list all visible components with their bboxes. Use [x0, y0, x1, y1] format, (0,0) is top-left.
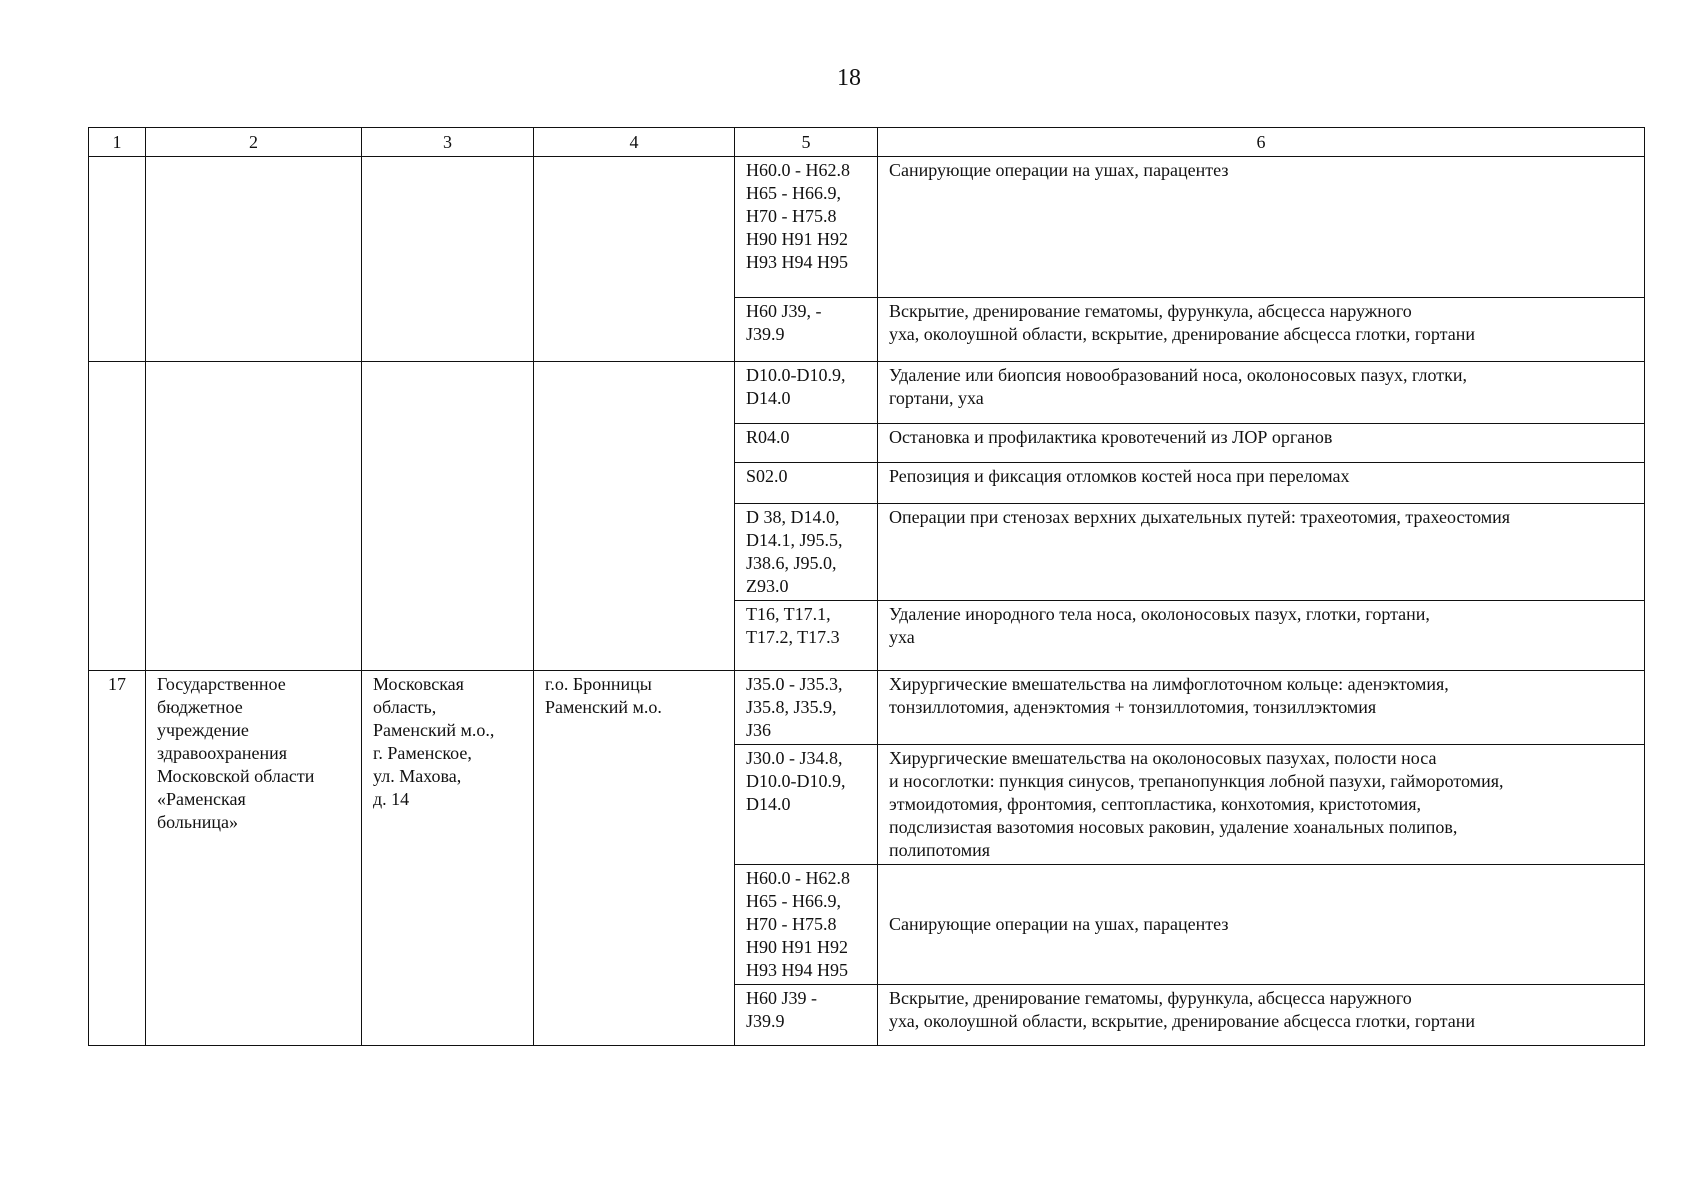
table-row — [89, 157, 1645, 298]
icd-codes-cell: S02.0 — [735, 463, 878, 504]
procedure-cell: Вскрытие, дренирование гематомы, фурункула, абсцесса наружного уха, околоушной области, вскрытие, дренирование абсцесса глотки, гортани — [878, 298, 1645, 362]
page-number: 18 — [837, 65, 861, 91]
empty-cell — [146, 362, 362, 671]
empty-cell — [362, 157, 534, 362]
organization-address: Московская область, Раменский м.о., г. Раменское, ул. Махова, д. 14 — [362, 671, 534, 1046]
procedure-cell: Операции при стенозах верхних дыхательных путей: трахеотомия, трахеостомия — [878, 504, 1645, 601]
header-col-1: 1 — [89, 128, 146, 157]
icd-codes-cell: J30.0 - J34.8, D10.0-D10.9, D14.0 — [735, 745, 878, 865]
procedure-cell: Хирургические вмешательства на лимфоглоточном кольце: аденэктомия, тонзиллотомия, аденэктомия + тонзиллотомия, тонзиллэктомия — [878, 671, 1645, 745]
procedure-cell: Репозиция и фиксация отломков костей носа при переломах — [878, 463, 1645, 504]
empty-cell — [146, 157, 362, 362]
procedure-cell: Санирующие операции на ушах, парацентез — [878, 157, 1645, 298]
procedure-cell: Вскрытие, дренирование гематомы, фурункула, абсцесса наружного уха, околоушной области, вскрытие, дренирование абсцесса глотки, гортани — [878, 985, 1645, 1046]
icd-codes-cell: D10.0-D10.9, D14.0 — [735, 362, 878, 424]
icd-codes-cell: H60.0 - H62.8 H65 - H66.9, H70 - H75.8 H90 H91 H92 H93 H94 H95 — [735, 865, 878, 985]
header-col-4: 4 — [534, 128, 735, 157]
header-col-2: 2 — [146, 128, 362, 157]
header-row — [89, 128, 1645, 157]
organization-name: Государственное бюджетное учреждение здравоохранения Московской области «Раменская больница» — [146, 671, 362, 1046]
header-col-3: 3 — [362, 128, 534, 157]
procedure-cell: Удаление или биопсия новообразований носа, околоносовых пазух, глотки, гортани, уха — [878, 362, 1645, 424]
icd-codes-cell: D 38, D14.0, D14.1, J95.5, J38.6, J95.0, Z93.0 — [735, 504, 878, 601]
icd-codes-cell: J35.0 - J35.3, J35.8, J35.9, J36 — [735, 671, 878, 745]
icd-codes-cell: R04.0 — [735, 424, 878, 463]
empty-cell — [534, 362, 735, 671]
icd-codes-cell: H60 J39 - J39.9 — [735, 985, 878, 1046]
empty-cell — [89, 157, 146, 362]
empty-cell — [534, 157, 735, 362]
empty-cell — [89, 362, 146, 671]
header-col-6: 6 — [878, 128, 1645, 157]
procedure-cell: Санирующие операции на ушах, парацентез — [878, 865, 1645, 985]
row-number: 17 — [89, 671, 146, 1046]
icd-codes-cell: T16, T17.1, T17.2, T17.3 — [735, 601, 878, 671]
procedure-cell: Хирургические вмешательства на околоносовых пазухах, полости носа и носоглотки: пункция синусов, трепанопункция лобной пазухи, гайморотомия, этмоидотомия, фронтомия, септопластика, конхотомия, кристотомия, подслизистая вазотомия носовых раковин, удаление хоанальных полипов, полипотомия — [878, 745, 1645, 865]
table-row — [89, 671, 1645, 745]
procedure-cell: Остановка и профилактика кровотечений из ЛОР органов — [878, 424, 1645, 463]
procedure-cell: Удаление инородного тела носа, околоносовых пазух, глотки, гортани, уха — [878, 601, 1645, 671]
header-col-5: 5 — [735, 128, 878, 157]
icd-codes-cell: H60.0 - H62.8 H65 - H66.9, H70 - H75.8 H90 H91 H92 H93 H94 H95 — [735, 157, 878, 298]
table-row — [89, 362, 1645, 424]
services-table — [88, 127, 1645, 1046]
icd-codes-cell: H60 J39, - J39.9 — [735, 298, 878, 362]
service-area: г.о. Бронницы Раменский м.о. — [534, 671, 735, 1046]
empty-cell — [362, 362, 534, 671]
